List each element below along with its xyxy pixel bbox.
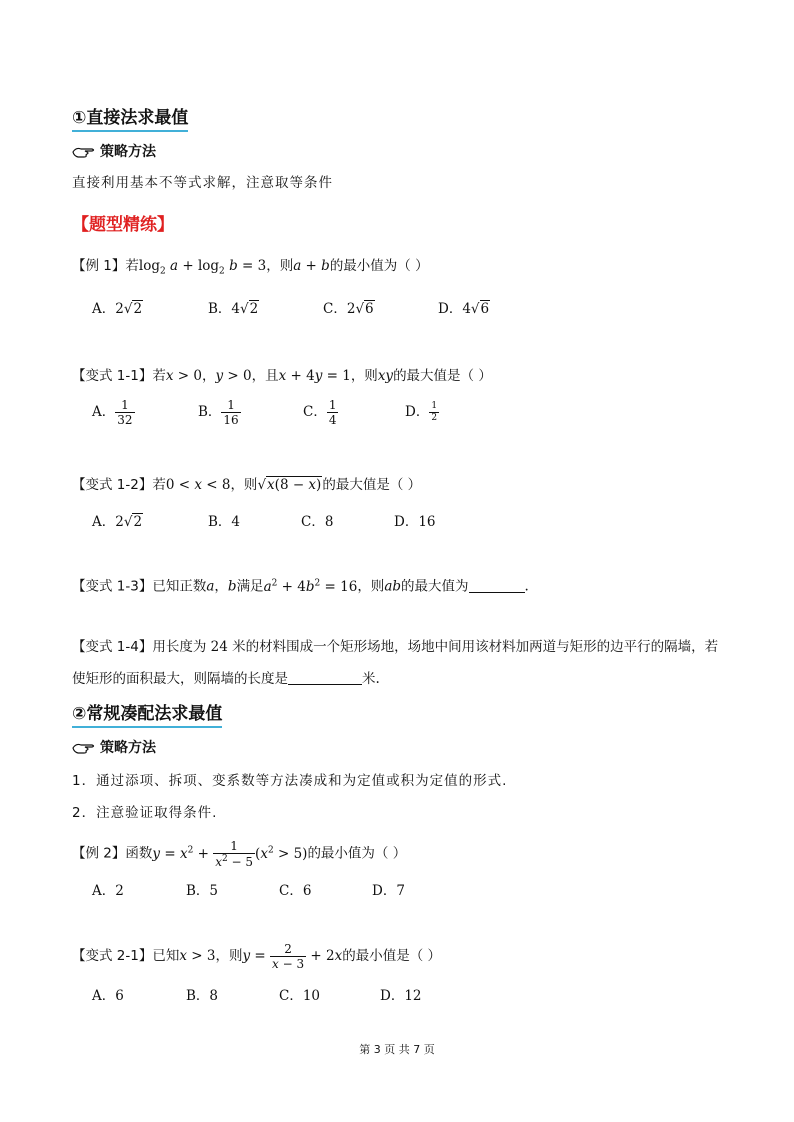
- formula: 0 < x < 8: [165, 477, 231, 493]
- option-b[interactable]: B． $\frac{1}{16}$: [198, 398, 239, 427]
- variant-1-1-question: [72, 370, 492, 384]
- question-text: 满足: [236, 578, 264, 595]
- option-d[interactable]: D．4√6: [438, 301, 490, 317]
- practice-heading: 【题型精练】: [72, 215, 174, 235]
- question-text: 米.: [362, 671, 380, 687]
- question-text: 的最大值是（ ）: [322, 477, 422, 493]
- option-b[interactable]: B．5: [186, 883, 219, 899]
- method-item-2: 2．注意验证取得条件.: [72, 805, 218, 821]
- example-1-question: [72, 260, 429, 277]
- question-tag: 【变式 1-2】: [72, 477, 153, 493]
- option-c[interactable]: C． $\frac{1}{4}$: [303, 398, 337, 427]
- question-text: .: [524, 578, 529, 595]
- option-d[interactable]: D．7: [372, 883, 405, 899]
- question-text: ，则: [230, 477, 258, 493]
- formula: xy: [377, 368, 394, 384]
- strategy-label: 策略方法: [100, 144, 156, 160]
- formula: $a^2 + 4b^2 = 16$: [263, 578, 358, 595]
- answer-blank[interactable]: [288, 672, 362, 685]
- question-text: 若: [152, 368, 166, 384]
- strategy-heading: [72, 145, 156, 159]
- question-text: 的最大值是（ ）: [393, 368, 492, 384]
- method-item-1: 1．通过添项、拆项、变系数等方法凑成和为定值或积为定值的形式.: [72, 773, 508, 789]
- option-b[interactable]: B．4√2: [208, 301, 259, 317]
- pointing-hand-icon: [72, 741, 96, 755]
- question-text: 已知: [152, 948, 180, 964]
- question-text: 使矩形的面积最大，则隔墙的长度是: [72, 671, 288, 687]
- formula: ab: [384, 578, 402, 595]
- option-a[interactable]: A．6: [92, 988, 124, 1004]
- formula: √x(8 − x): [257, 477, 322, 493]
- question-text: 函数: [125, 845, 153, 862]
- page-footer: 第 3 页 共 7 页: [359, 1043, 435, 1056]
- question-tag: 【变式 2-1】: [72, 948, 153, 964]
- variant-2-1-question: [72, 943, 441, 970]
- option-d[interactable]: D．16: [394, 514, 436, 530]
- question-tag: 【变式 1-1】: [72, 368, 153, 384]
- option-a[interactable]: A． $\frac{1}{32}$: [92, 398, 133, 427]
- formula: $\log_2 a + \log_2 b = 3$: [138, 258, 267, 277]
- formula: b: [227, 578, 237, 595]
- question-text: 已知正数: [152, 578, 207, 595]
- question-text: 的最小值为（ ）: [329, 258, 429, 274]
- formula: $y = x^2$ + $\frac{1}{x^2 - 5}$ $(x^2 > 5)$: [152, 839, 308, 869]
- formula: a + b: [293, 258, 330, 274]
- variant-1-4-line2: [72, 672, 380, 687]
- question-text: 若: [152, 477, 166, 493]
- option-b[interactable]: B．4: [208, 514, 241, 530]
- option-c[interactable]: C．10: [279, 988, 321, 1004]
- question-text: ，则: [266, 258, 294, 274]
- question-text: 的最小值为（ ）: [307, 845, 407, 862]
- formula: x + 4y = 1: [278, 368, 351, 384]
- strategy-heading: [72, 741, 156, 755]
- answer-blank[interactable]: [469, 580, 525, 593]
- option-a[interactable]: A．2: [92, 883, 124, 899]
- option-b[interactable]: B．8: [186, 988, 219, 1004]
- question-text: ，则: [357, 578, 385, 595]
- question-text: 的最小值是（ ）: [342, 948, 442, 964]
- option-d[interactable]: D．12: [380, 988, 422, 1004]
- question-text: ，则: [215, 948, 243, 964]
- variant-1-3-question: 【变式 1-3】已知正数a，b满足$a^2 + 4b^2 = 16$，则ab的最大值为 .: [72, 578, 529, 595]
- question-text: 若: [125, 258, 139, 274]
- pointing-hand-icon: [72, 145, 96, 159]
- option-c[interactable]: C．6: [279, 883, 312, 899]
- question-text: ，则: [350, 368, 378, 384]
- formula: y = $\frac{2}{x - 3}$ + 2x: [242, 942, 343, 971]
- question-tag: 【变式 1-3】: [72, 578, 153, 595]
- option-d[interactable]: D． $\frac{1}{2}$: [405, 401, 438, 423]
- variant-1-2-question: [72, 479, 421, 493]
- question-text: 用长度为 24 米的材料围成一个矩形场地，场地中间用该材料加两道与矩形的边平行的隔墙，若: [152, 639, 719, 655]
- option-a[interactable]: A．2√2: [92, 514, 143, 530]
- option-a[interactable]: A．2√2: [92, 301, 143, 317]
- option-c[interactable]: C．8: [301, 514, 334, 530]
- formula: a: [206, 578, 215, 595]
- question-tag: 【例 1】: [72, 258, 126, 274]
- method-text: 直接利用基本不等式求解，注意取等条件: [72, 175, 333, 191]
- formula: y > 0: [215, 368, 252, 384]
- question-text: ，: [201, 368, 216, 384]
- question-tag: 【例 2】: [72, 845, 126, 862]
- option-c[interactable]: C．2√6: [323, 301, 374, 317]
- question-tag: 【变式 1-4】: [72, 639, 153, 655]
- example-2-question: [72, 840, 406, 868]
- formula: x > 0: [165, 368, 202, 384]
- section-title-direct: ①直接法求最值: [72, 110, 188, 132]
- section-title-combination: ②常规凑配法求最值: [72, 706, 222, 728]
- strategy-label: 策略方法: [100, 740, 156, 756]
- question-text: ，且: [251, 368, 279, 384]
- formula: x > 3: [179, 948, 216, 964]
- question-text: 的最大值为: [401, 578, 469, 595]
- variant-1-4-question: [72, 641, 718, 655]
